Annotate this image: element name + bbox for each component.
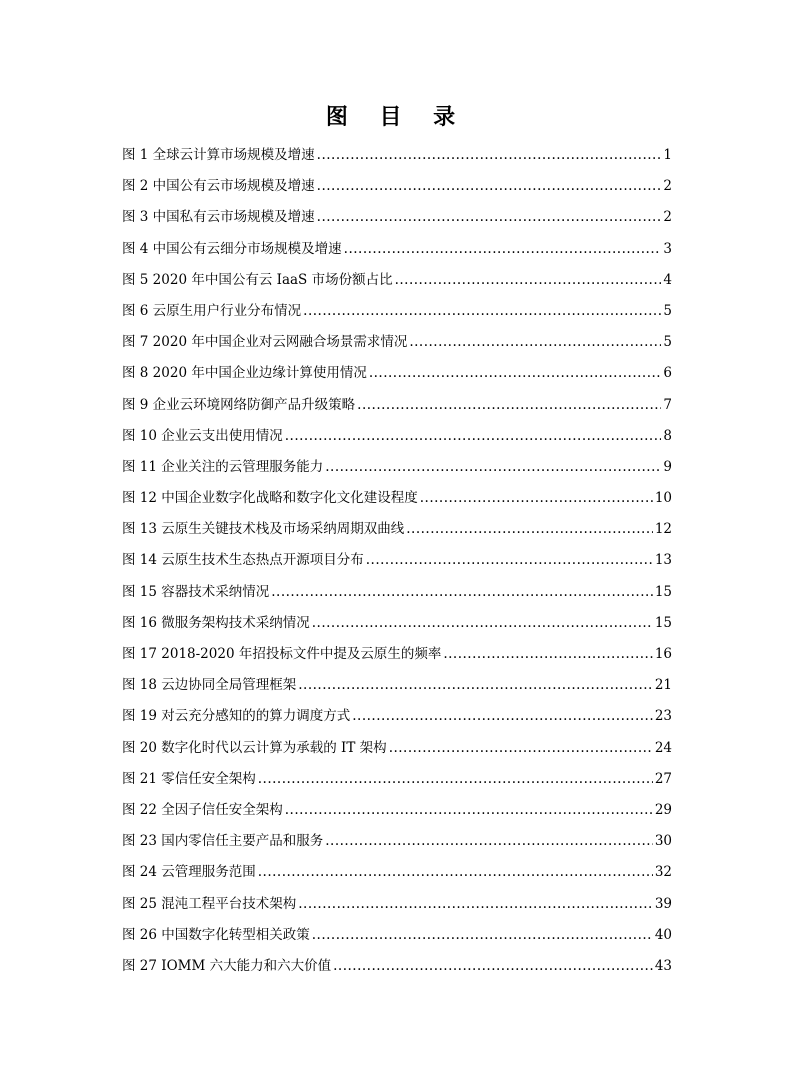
toc-entry[interactable] [122, 514, 672, 545]
toc-entry[interactable] [122, 795, 672, 826]
toc-entry-label: 图 10 企业云支出使用情况 [122, 427, 283, 444]
toc-dot-leader [317, 140, 662, 171]
toc-dot-leader [389, 733, 653, 764]
toc-entry[interactable] [122, 670, 672, 701]
toc-dot-leader [312, 920, 653, 951]
toc-dot-leader [298, 889, 653, 920]
toc-entry-page-number: 43 [654, 957, 672, 974]
toc-dot-leader [317, 202, 662, 233]
toc-dot-leader [409, 327, 661, 358]
toc-entry-label: 图 18 云边协同全局管理框架 [122, 677, 297, 694]
toc-entry-label: 图 8 2020 年中国企业边缘计算使用情况 [122, 365, 367, 382]
toc-entry-label: 图 20 数字化时代以云计算为承载的 IT 架构 [122, 739, 387, 756]
toc-entry-label: 图 19 对云充分感知的的算力调度方式 [122, 708, 351, 725]
toc-entry-page-number: 10 [654, 490, 672, 507]
toc-entry-page-number: 15 [654, 614, 672, 631]
toc-dot-leader [285, 795, 653, 826]
toc-entry-page-number: 5 [663, 334, 672, 351]
toc-dot-leader [344, 234, 662, 265]
figure-table-of-contents [122, 140, 672, 982]
toc-dot-leader [395, 265, 662, 296]
toc-dot-leader [285, 421, 662, 452]
toc-entry-label: 图 24 云管理服务范围 [122, 864, 256, 881]
toc-entry-page-number: 23 [654, 708, 672, 725]
toc-entry-label: 图 17 2018-2020 年招投标文件中提及云原生的频率 [122, 646, 442, 662]
toc-dot-leader [352, 701, 653, 732]
toc-entry[interactable] [122, 483, 672, 514]
toc-dot-leader [357, 390, 661, 421]
toc-entry[interactable] [122, 920, 672, 951]
toc-entry-label: 图 4 中国公有云细分市场规模及增速 [122, 240, 342, 257]
toc-entry-page-number: 12 [654, 521, 672, 538]
toc-entry-page-number: 16 [654, 646, 672, 662]
toc-entry[interactable] [122, 358, 672, 389]
toc-entry[interactable] [122, 889, 672, 920]
toc-entry-page-number: 2 [663, 178, 672, 195]
toc-entry-label: 图 27 IOMM 六大能力和六大价值 [122, 957, 332, 974]
toc-entry-label: 图 23 国内零信任主要产品和服务 [122, 833, 324, 850]
toc-entry[interactable] [122, 545, 672, 576]
toc-entry-page-number: 27 [654, 770, 672, 787]
toc-dot-leader [443, 639, 652, 670]
toc-dot-leader [258, 764, 653, 795]
toc-dot-leader [369, 358, 662, 389]
toc-entry-page-number: 9 [663, 458, 672, 475]
toc-entry-page-number: 8 [663, 427, 672, 444]
toc-entry[interactable] [122, 452, 672, 483]
toc-entry-label: 图 9 企业云环境网络防御产品升级策略 [122, 396, 356, 413]
toc-entry[interactable] [122, 296, 672, 327]
toc-entry[interactable] [122, 826, 672, 857]
toc-entry-label: 图 13 云原生关键技术栈及市场采纳周期双曲线 [122, 521, 405, 538]
toc-entry-page-number: 32 [654, 864, 672, 881]
toc-entry-label: 图 26 中国数字化转型相关政策 [122, 926, 310, 943]
toc-entry[interactable] [122, 701, 672, 732]
toc-dot-leader [271, 577, 653, 608]
toc-entry[interactable] [122, 577, 672, 608]
toc-entry-page-number: 13 [654, 552, 672, 569]
toc-entry-label: 图 11 企业关注的云管理服务能力 [122, 458, 324, 475]
toc-dot-leader [303, 296, 661, 327]
toc-entry-label: 图 15 容器技术采纳情况 [122, 583, 270, 600]
toc-entry[interactable] [122, 421, 672, 452]
toc-entry[interactable] [122, 639, 672, 670]
toc-entry[interactable] [122, 733, 672, 764]
toc-entry-label: 图 1 全球云计算市场规模及增速 [122, 147, 315, 163]
toc-entry-label: 图 16 微服务架构技术采纳情况 [122, 614, 310, 631]
toc-entry-label: 图 3 中国私有云市场规模及增速 [122, 209, 315, 226]
toc-entry[interactable] [122, 608, 672, 639]
toc-entry-page-number: 5 [663, 302, 672, 319]
toc-dot-leader [298, 670, 653, 701]
toc-entry[interactable] [122, 390, 672, 421]
toc-entry-page-number: 3 [663, 240, 672, 257]
toc-entry[interactable] [122, 202, 672, 233]
toc-entry[interactable] [122, 327, 672, 358]
toc-entry-label: 图 5 2020 年中国公有云 IaaS 市场份额占比 [122, 271, 393, 288]
toc-dot-leader [325, 452, 661, 483]
toc-dot-leader [420, 483, 653, 514]
toc-dot-leader [366, 545, 653, 576]
toc-entry-label: 图 7 2020 年中国企业对云网融合场景需求情况 [122, 334, 408, 351]
toc-entry-label: 图 25 混沌工程平台技术架构 [122, 895, 297, 912]
toc-entry-label: 图 14 云原生技术生态热点开源项目分布 [122, 552, 364, 569]
toc-entry[interactable] [122, 234, 672, 265]
toc-entry-label: 图 22 全因子信任安全架构 [122, 801, 283, 818]
toc-dot-leader [312, 608, 653, 639]
toc-dot-leader [325, 826, 653, 857]
toc-entry-page-number: 30 [654, 833, 672, 850]
toc-entry[interactable] [122, 171, 672, 202]
toc-entry-label: 图 6 云原生用户行业分布情况 [122, 302, 302, 319]
toc-dot-leader [333, 951, 653, 982]
toc-entry-page-number: 1 [663, 147, 672, 163]
toc-entry[interactable] [122, 265, 672, 296]
toc-entry-page-number: 39 [654, 895, 672, 912]
toc-entry-page-number: 7 [663, 396, 672, 413]
toc-entry-page-number: 2 [663, 209, 672, 226]
toc-entry[interactable] [122, 951, 672, 982]
toc-dot-leader [406, 514, 653, 545]
toc-entry-label: 图 21 零信任安全架构 [122, 770, 256, 787]
page-title: 图 目 录 [325, 105, 468, 130]
toc-dot-leader [258, 857, 653, 888]
toc-entry-page-number: 24 [654, 739, 672, 756]
toc-entry-page-number: 21 [654, 677, 672, 694]
toc-entry-label: 图 12 中国企业数字化战略和数字化文化建设程度 [122, 490, 418, 507]
toc-entry-page-number: 40 [654, 926, 672, 943]
toc-entry[interactable] [122, 857, 672, 888]
toc-entry-label: 图 2 中国公有云市场规模及增速 [122, 178, 315, 195]
toc-entry-page-number: 4 [663, 271, 672, 288]
toc-entry-page-number: 29 [654, 801, 672, 818]
toc-entry[interactable] [122, 140, 672, 171]
toc-dot-leader [317, 171, 662, 202]
toc-entry[interactable] [122, 764, 672, 795]
toc-entry-page-number: 6 [663, 365, 672, 382]
toc-entry-page-number: 15 [654, 583, 672, 600]
